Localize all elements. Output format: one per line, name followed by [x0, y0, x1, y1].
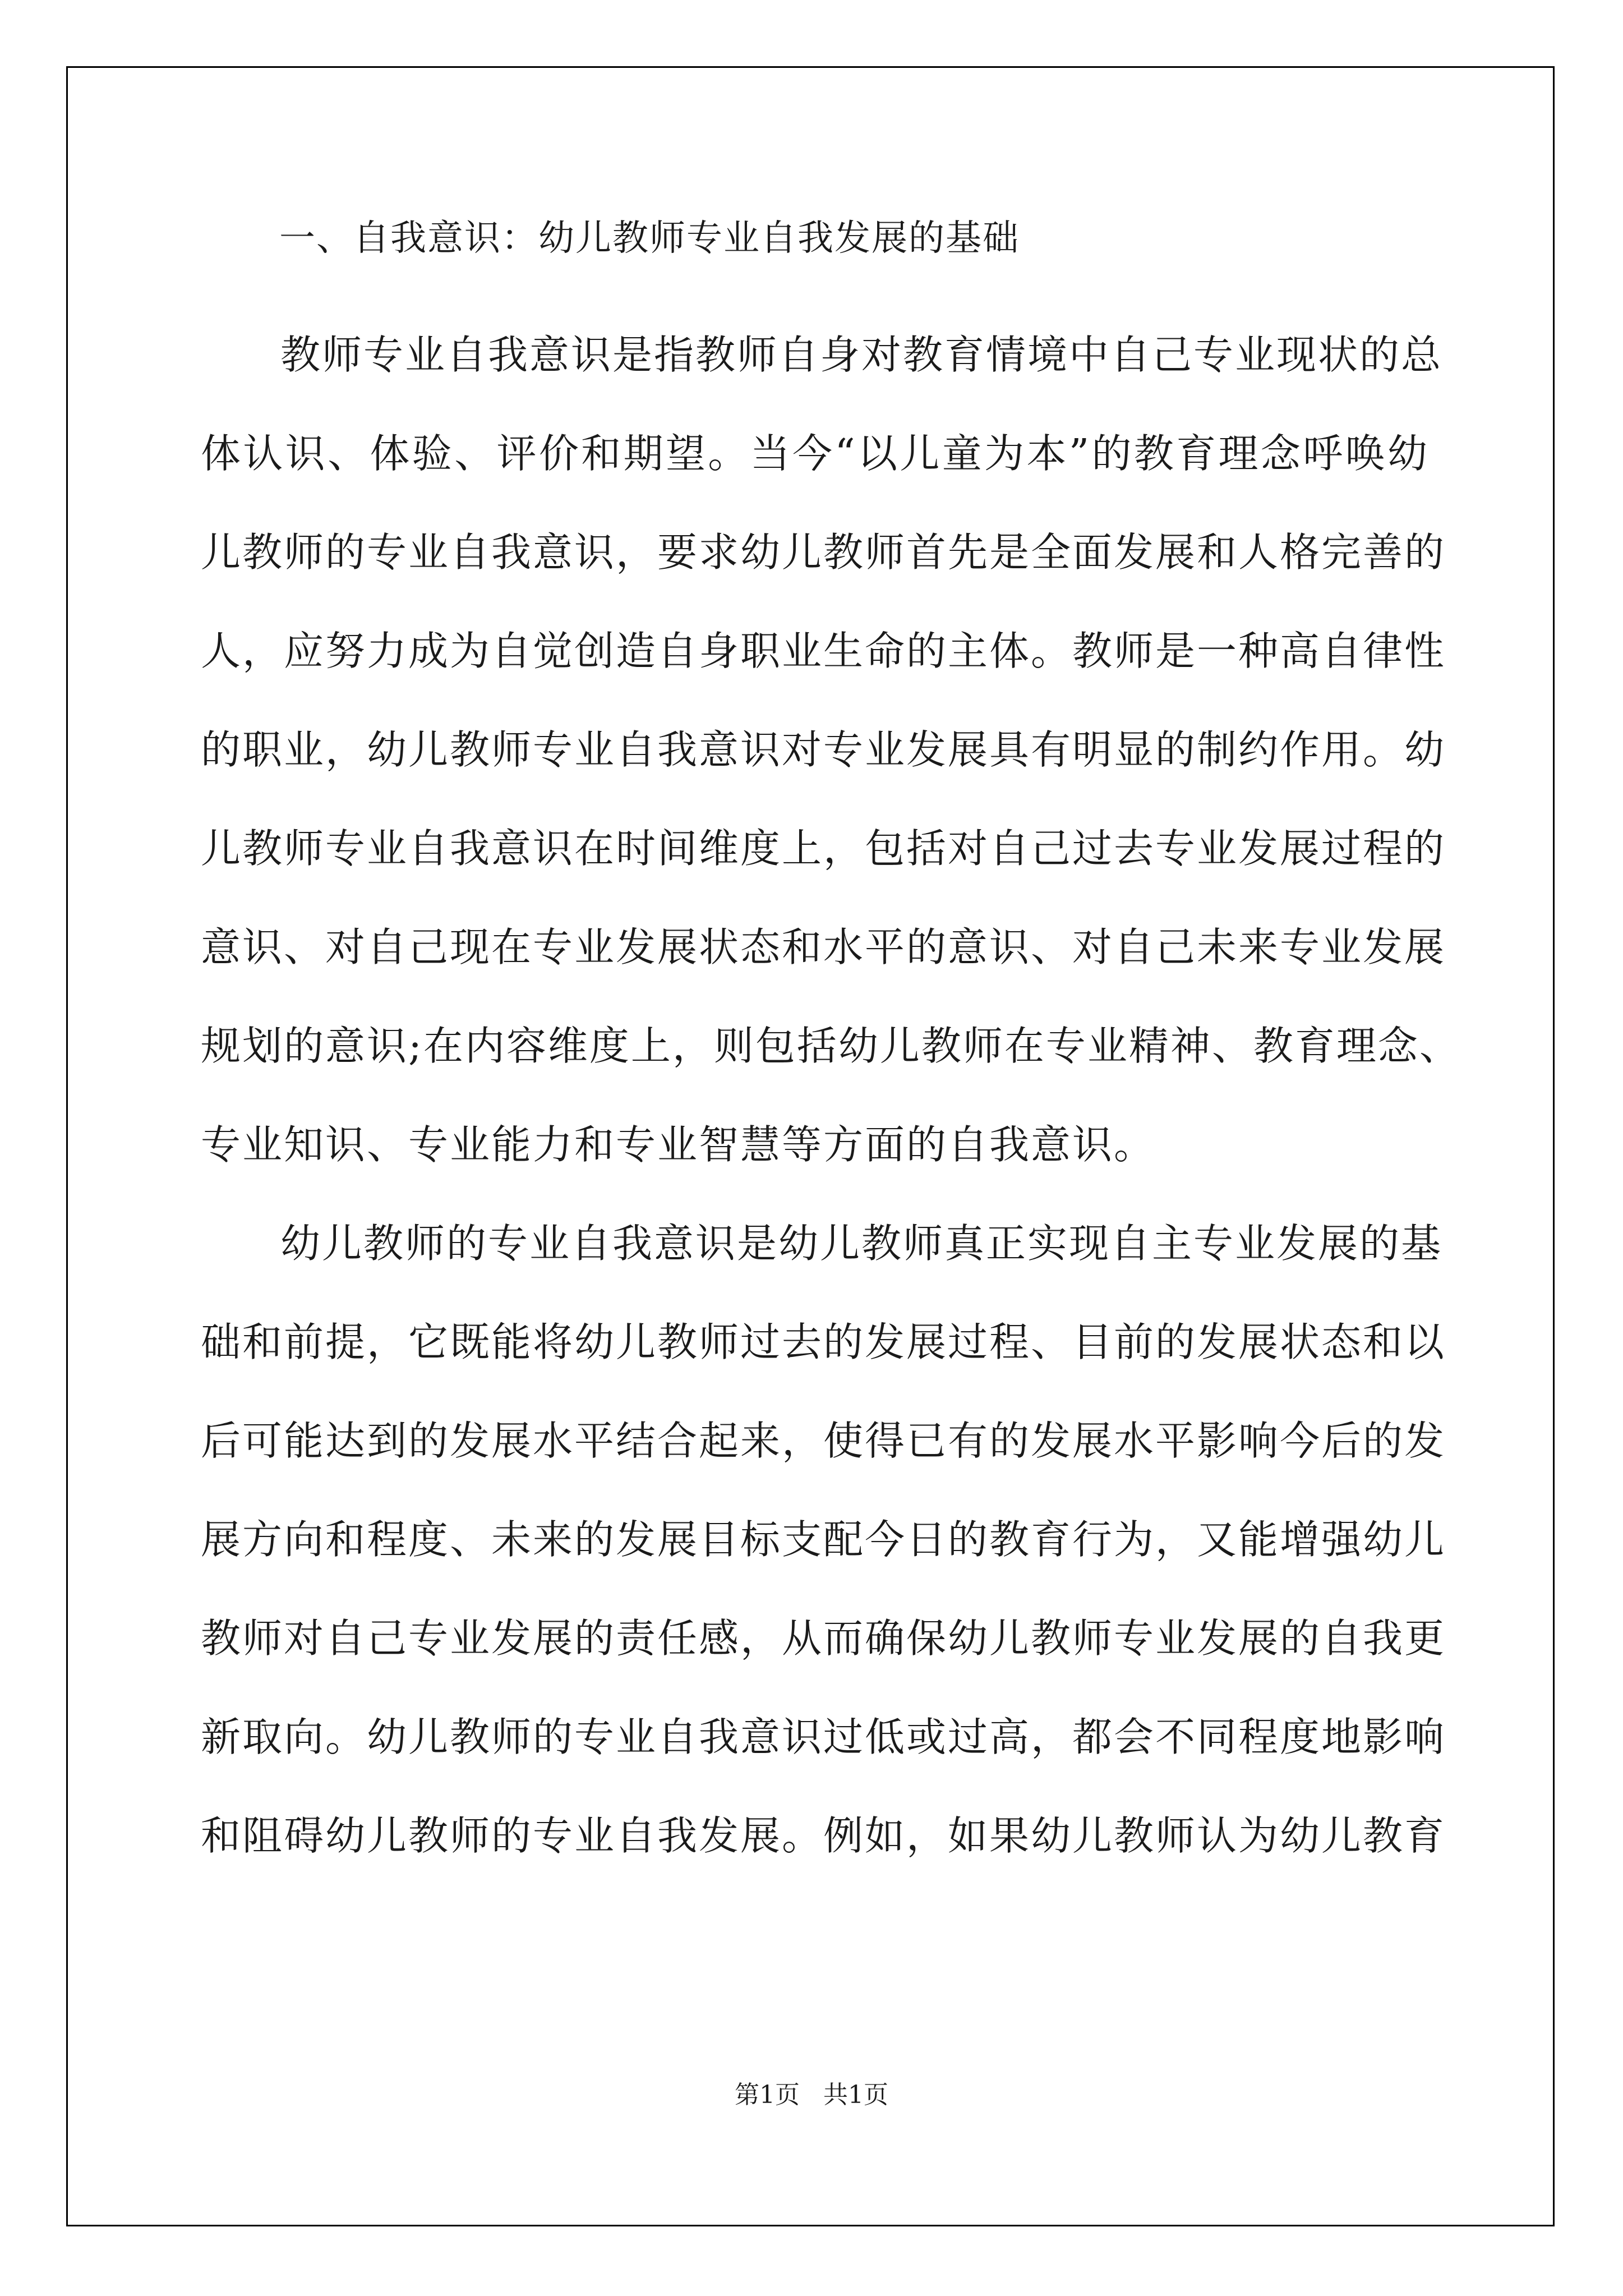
document-body [201, 216, 1461, 1885]
paragraph-line: 新取向。幼儿教师的专业自我意识过低或过高，都会不同程度地影响 [201, 1714, 1446, 1760]
paragraph-line: 础和前提，它既能将幼儿教师过去的发展过程、目前的发展状态和以 [201, 1319, 1446, 1365]
paragraph-2 [201, 1194, 1446, 1885]
paragraph-line: 教师专业自我意识是指教师自身对教育情境中自己专业现状的总 [280, 332, 1443, 378]
page-number: 第1页 [735, 2081, 800, 2109]
paragraph-line: 体认识、体验、评价和期望。当今“以儿童为本”的教育理念呼唤幼 [201, 430, 1429, 477]
page-footer [0, 2078, 1623, 2112]
paragraph-line: 意识、对自己现在专业发展状态和水平的意识、对自己未来专业发展 [201, 924, 1446, 970]
page-total: 共1页 [823, 2081, 888, 2109]
paragraph-line: 展方向和程度、未来的发展目标支配今日的教育行为，又能增强幼儿 [201, 1516, 1446, 1563]
paragraph-line: 教师对自己专业发展的责任感，从而确保幼儿教师专业发展的自我更 [201, 1615, 1446, 1662]
paragraph-line: 儿教师的专业自我意识，要求幼儿教师首先是全面发展和人格完善的 [201, 529, 1446, 576]
paragraph-line: 专业知识、专业能力和专业智慧等方面的自我意识。 [201, 1121, 1156, 1168]
paragraph-line: 后可能达到的发展水平结合起来，使得已有的发展水平影响今后的发 [201, 1418, 1446, 1464]
paragraph-line: 人，应努力成为自觉创造自身职业生命的主体。教师是一种高自律性 [201, 628, 1446, 674]
paragraph-1 [201, 306, 1461, 1194]
paragraph-line: 规划的意识;在内容维度上，则包括幼儿教师在专业精神、教育理念、 [201, 1023, 1461, 1069]
paragraph-line: 幼儿教师的专业自我意识是幼儿教师真正实现自主专业发展的基 [280, 1220, 1443, 1267]
section-heading: 一、自我意识：幼儿教师专业自我发展的基础 [279, 218, 1020, 259]
paragraph-line: 儿教师专业自我意识在时间维度上，包括对自己过去专业发展过程的 [201, 825, 1446, 872]
paragraph-line: 和阻碍幼儿教师的专业自我发展。例如，如果幼儿教师认为幼儿教育 [201, 1812, 1446, 1859]
paragraph-line: 的职业，幼儿教师专业自我意识对专业发展具有明显的制约作用。幼 [201, 726, 1446, 773]
